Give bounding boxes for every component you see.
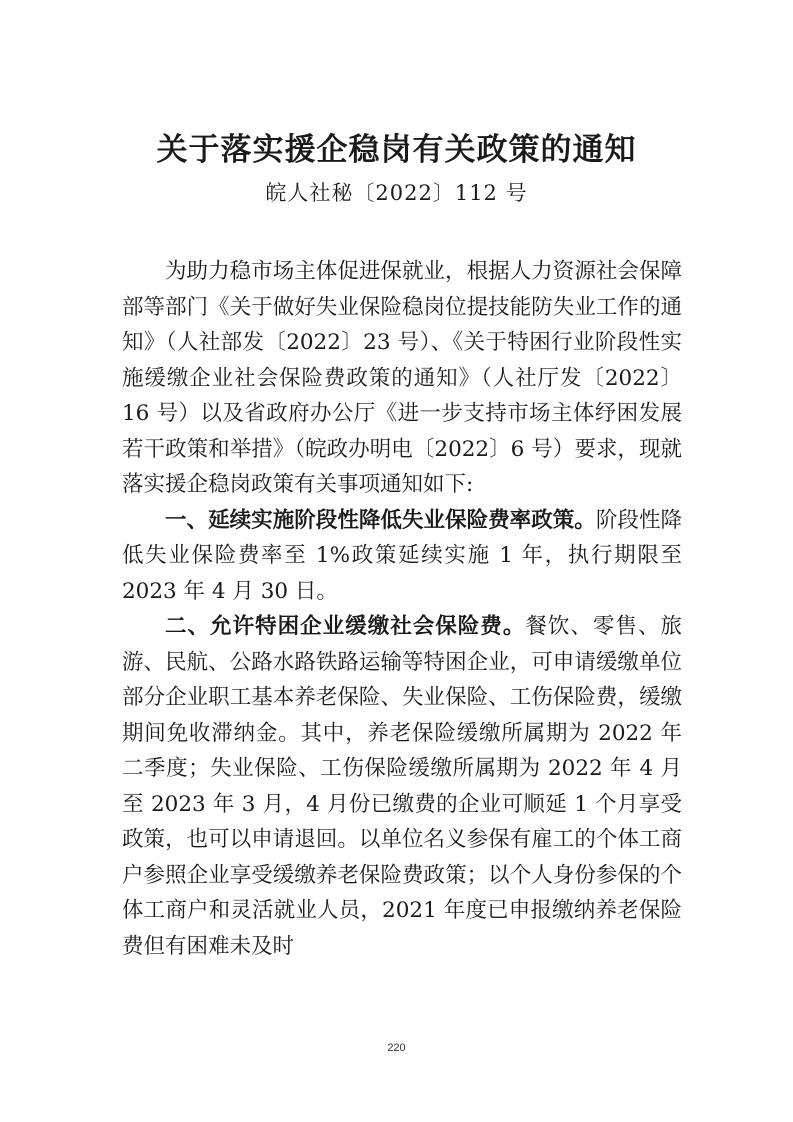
document-title: 关于落实援企稳岗有关政策的通知 (156, 132, 637, 168)
document-number: 皖人社秘〔2022〕112 号 (265, 181, 528, 205)
section-heading: 二、允许特困企业缓缴社会保险费。 (165, 614, 526, 639)
paragraph-text: 阶段性降低失业保险费率至 1%政策延续实施 1 年，执行期限至 2023 年 4 月 30 日。 (122, 507, 682, 604)
page-number: 220 (387, 1042, 406, 1054)
paragraph-text: 为助力稳市场主体促进保就业，根据人力资源社会保障部等部门《关于做好失业保险稳岗位提技能防失业工作的通知》（人社部发〔2022〕23 号）、《关于特困行业阶段性实施缓缴企业社会保险费政策的通知》（人社厅发〔2022〕16 号）以及省政府办公厅《进一步支持市场主体纾困发展若干政策和举措》（皖政办明电〔2022〕6 号）要求，现就落实援企稳岗政策有关事项通知如下: (122, 259, 682, 497)
section-heading: 一、延续实施阶段性降低失业保险费率政策。 (165, 507, 596, 533)
paragraph-section-1 (122, 503, 682, 610)
paragraph-section-2 (122, 609, 682, 964)
document-body (122, 254, 682, 964)
paragraph-intro (122, 254, 682, 503)
paragraph-text: 餐饮、零售、旅游、民航、公路水路铁路运输等特困企业，可申请缓缴单位部分企业职工基本养老保险、失业保险、工伤保险费，缓缴期间免收滞纳金。其中，养老保险缓缴所属期为 2022 年二季度；失业保险、工伤保险缓缴所属期为 2022 年 4 月至 2023 年 3 月，4 月份已缴费的企业可顺延 1 个月享受政策，也可以申请退回。以单位名义参保有雇工的个体工商户参照企业享受缓缴养老保险费政策；以个人身份参保的个体工商户和灵活就业人员，2021 年度已申报缴纳养老保险费但有困难未及时 (122, 614, 682, 959)
